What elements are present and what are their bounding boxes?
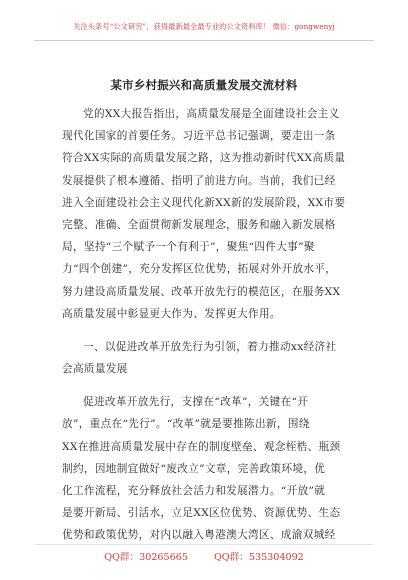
paragraph-3-line-4: 制约，因地制宜做好“废改立”文章，完善政策环境，优: [62, 462, 326, 475]
paragraph-3-line-3: XX在推进高质量发展中存在的制度壁垒、观念桎梏、瓶颈: [62, 440, 341, 453]
section-heading-line-2: 会高质量发展: [62, 363, 128, 376]
paragraph-1-line-6: 完整、准确、全面贯彻新发展理念，服务和融入新发展格: [62, 218, 336, 231]
paragraph-3-line-6: 是要开新局、引活水，立足XX区位优势、资源优势、生态: [62, 507, 341, 520]
footer-qq-group-1: QQ群：30265665: [104, 552, 188, 563]
paragraph-1-line-2: 现代化国家的首要任务。习近平总书记强调，要走出一条: [62, 130, 336, 143]
paragraph-3-line-1: 促进改革开放先行，支撑在“改革”，关键在“开: [83, 396, 309, 409]
paragraph-1-line-3: 符合XX实际的高质量发展之路，这为推动新时代XX高质量: [62, 152, 346, 165]
paragraph-1-line-4: 发展提供了根本遵循、指明了前进方向。当前，我们已经: [62, 174, 336, 187]
paragraph-spacer: [62, 380, 346, 391]
paragraph-1-line-8: 力“四个创建”，充分发挥区位优势，拓展对外开放水平，: [62, 263, 337, 276]
document-body: [62, 103, 346, 547]
header-divider: [34, 40, 374, 41]
paragraph-1-line-9: 努力建设高质量发展、改革开放先行的模范区，在服务XX: [62, 285, 341, 298]
paragraph-1-line-7: 局，坚持“三个赋予一个有利于”，聚焦“四件大事”聚: [62, 241, 315, 254]
header-banner: 关注头条号“公文研究”，获得最新最全最专业的公文资料库！ 微信：gongwenyj: [73, 22, 335, 31]
paragraph-1-line-1: 党的XX大报告指出，高质量发展是全面建设社会主义: [83, 108, 340, 120]
footer-qq-group-2: QQ群：535304092: [213, 552, 304, 563]
paragraph-3-line-2: 放”，重点在“先行”。“改革”就是要推陈出新，围绕: [62, 418, 310, 431]
footer-divider: [34, 544, 374, 545]
paragraph-1-line-10: 高质量发展中彰显更大作为、发挥更大作用。: [62, 307, 281, 320]
paragraph-spacer: [62, 325, 346, 336]
paragraph-3-line-7: 优势和政策优势，对内以融入粤港澳大湾区、成渝双城经: [62, 529, 336, 542]
paragraph-3-line-5: 化工作流程，充分释放社会活力和发展潜力。“开放”就: [62, 485, 326, 497]
paragraph-1-line-5: 进入全面建设社会主义现代化新XX新的发展阶段，XX市要: [62, 196, 346, 209]
document-title: 某市乡村振兴和高质量发展交流材料: [110, 78, 298, 92]
footer-contact: [0, 549, 408, 563]
section-heading-line-1: 一、以促进改革开放先行为引领，着力推动xx经济社: [83, 340, 337, 353]
